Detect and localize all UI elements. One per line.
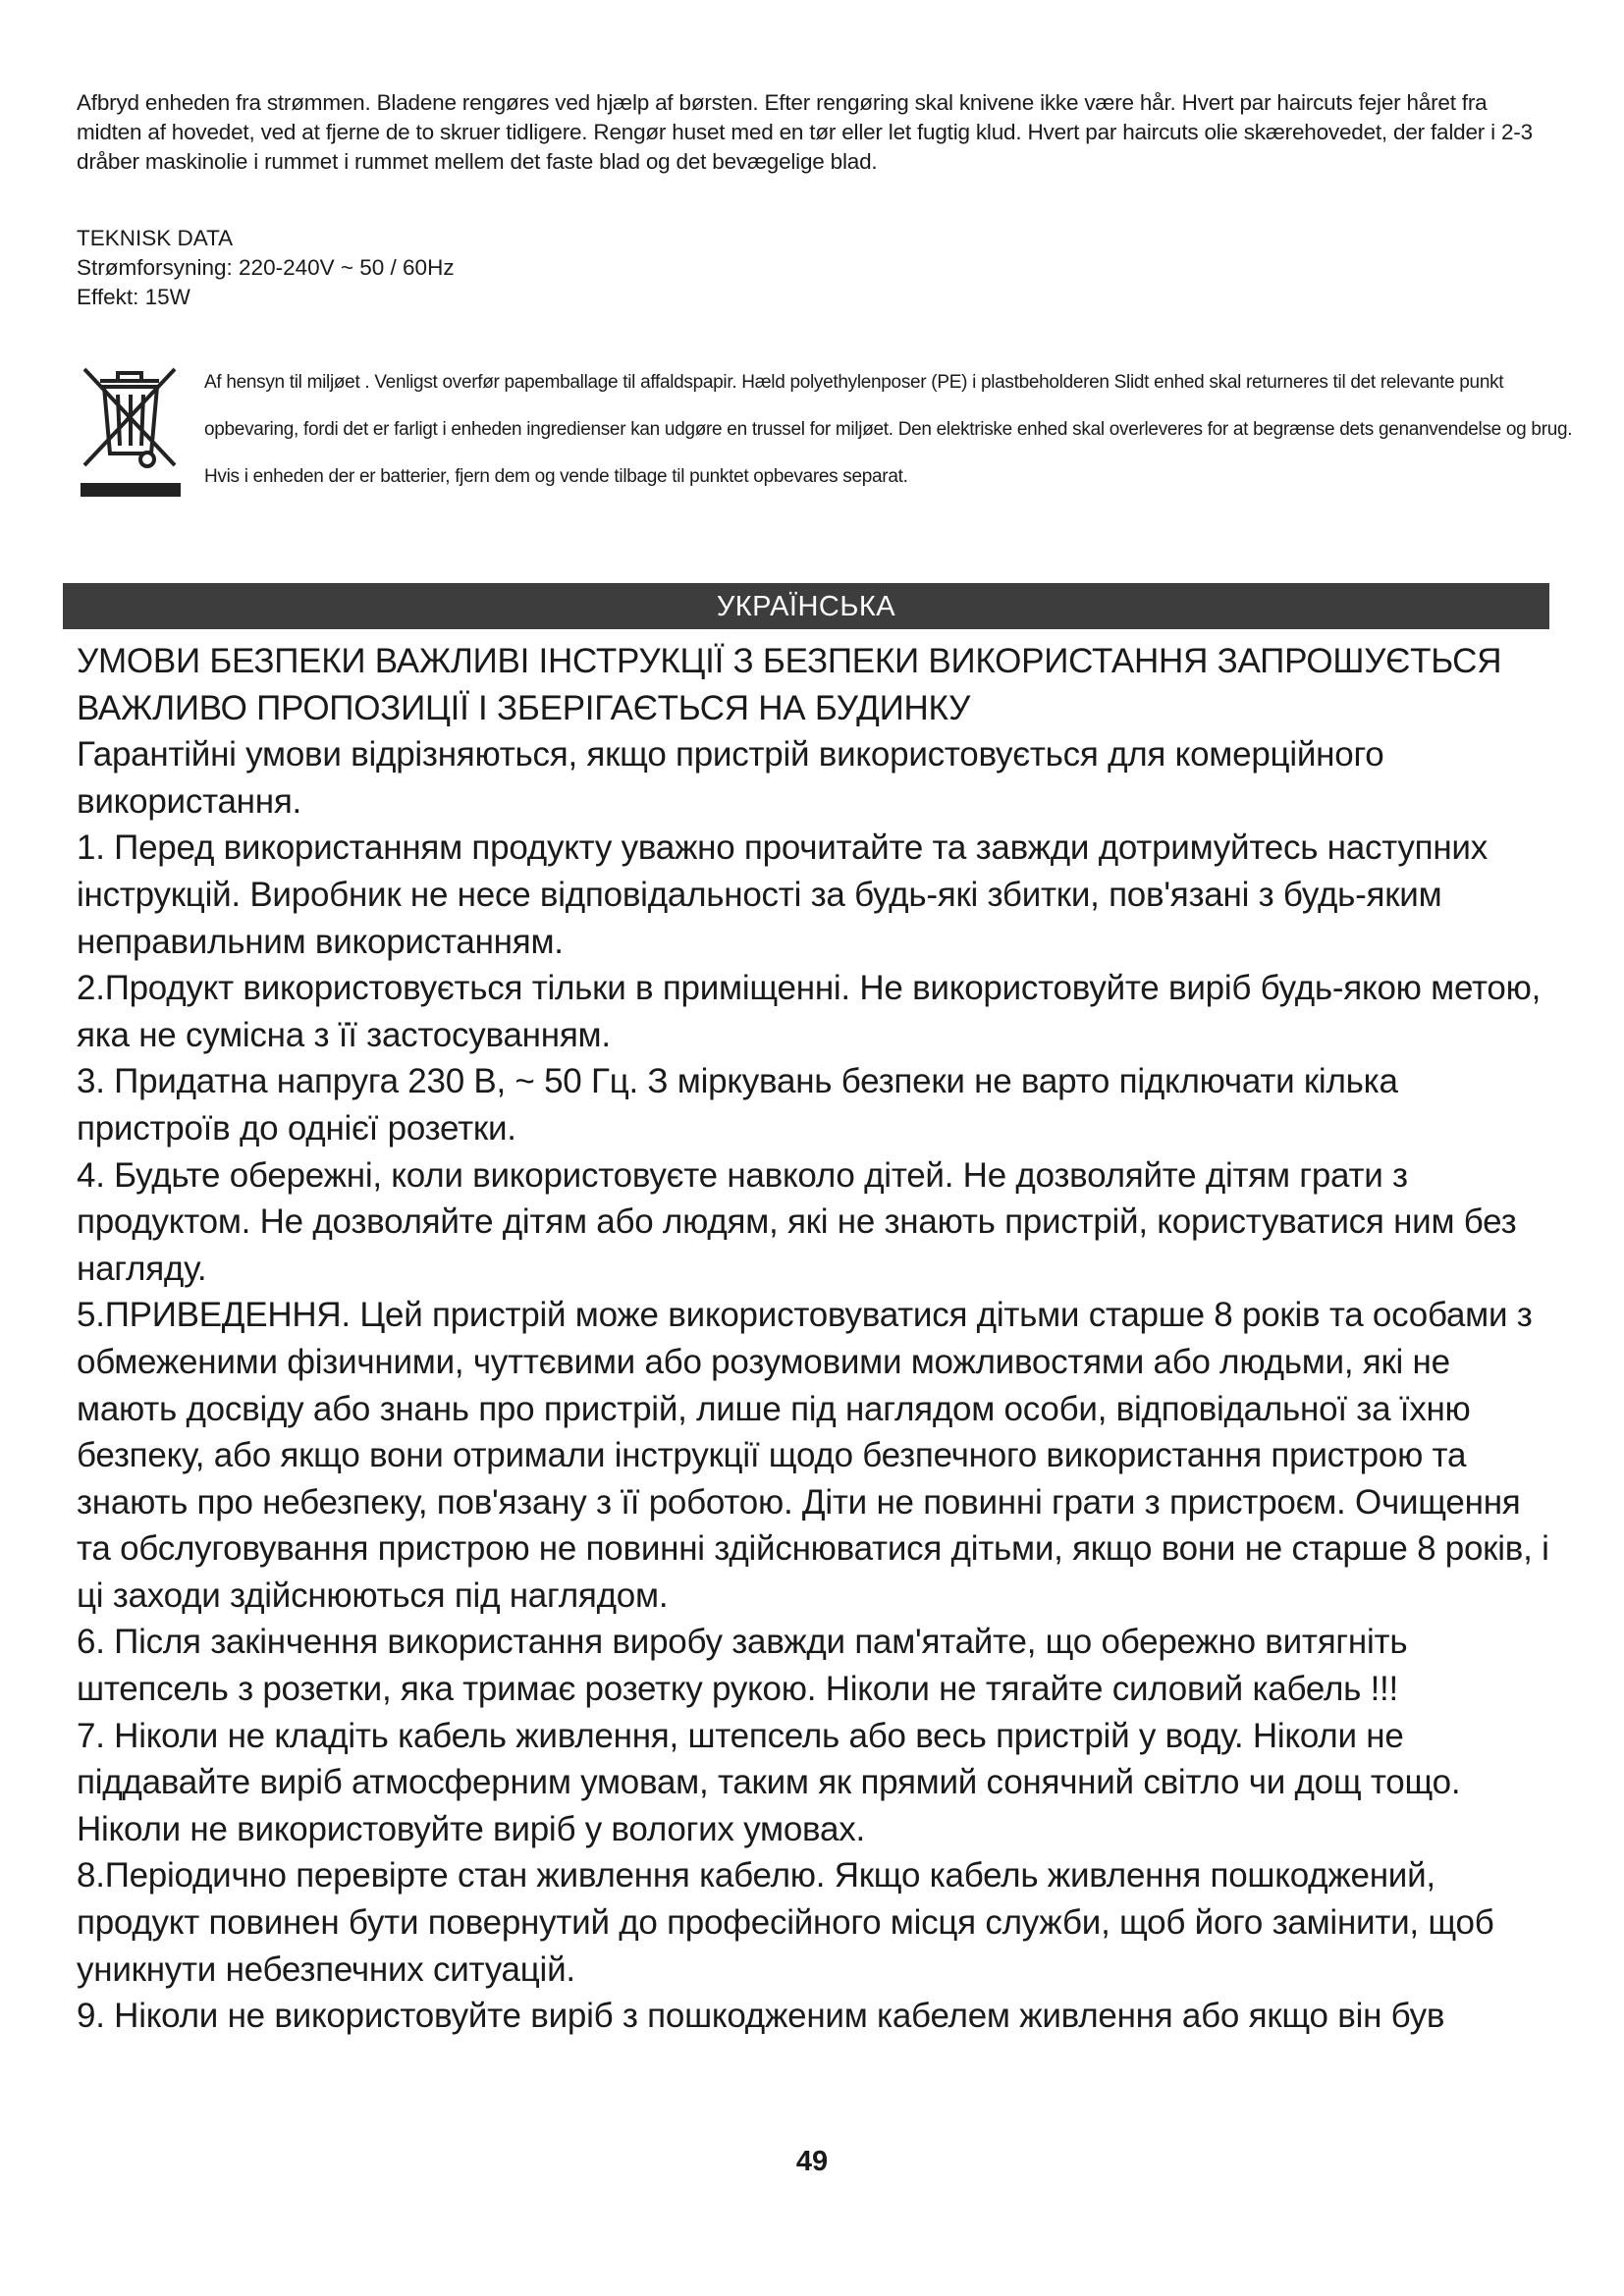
instruction-item: 8.Періодично перевірте стан живлення кабелю. Якщо кабель живлення пошкоджений, продукт повинен бути повернутий до професійного місця служби, щоб його замінити, щоб уникнути небезпечних ситуацій. — [77, 1856, 1494, 1989]
environment-text: Af hensyn til miljøet . Venligst overfør papemballage til affaldspapir. Hæld polyethylenposer (PE) i plastbeholderen Slidt enhed skal returneres til det relevante punkt opbevaring, fordi det er farligt i enheden ingredienser kan udgøre en trussel for miljøet. Den elektriske enhed skal overleveres for at begrænse dets genanvendelse og brug. Hvis i enheden der er batterier, fjern dem og vende tilbage til punktet opbevares separat. — [204, 372, 1573, 487]
cleaning-paragraph: Afbryd enheden fra strømmen. Bladene rengøres ved hjælp af børsten. Efter rengøring skal knivene ikke være hår. Hvert par haircuts fejer håret fra midten af hovedet, ved at fjerne de to skruer tidligere. Rengør huset med en tør eller let fugtig klud. Hvert par haircuts olie skærehovedet, der falder i 2-3 dråber maskinolie i rummet i rummet mellem det faste blad og det bevægelige blad. — [77, 90, 1533, 174]
environment-notice — [77, 359, 1573, 544]
instruction-item: 1. Перед використанням продукту уважно прочитайте та завжди дотримуйтесь наступних інструкцій. Виробник не несе відповідальності за будь-які збитки, пов'язані з будь-яким неправильним використанням. — [77, 828, 1488, 961]
instruction-item: 2.Продукт використовується тільки в приміщенні. Не використовуйте виріб будь-якою метою, яка не сумісна з її застосуванням. — [77, 969, 1542, 1054]
language-header-bar: УКРАЇНСЬКА — [63, 583, 1549, 629]
technical-data — [77, 224, 1549, 312]
power-supply-line: Strømforsyning: 220-240V ~ 50 / 60Hz — [77, 255, 455, 280]
effect-line: Effekt: 15W — [77, 285, 190, 309]
page-number: 49 — [795, 2146, 829, 2177]
instruction-item: 9. Ніколи не використовуйте виріб з пошкодженим кабелем живлення або якщо він був — [77, 1997, 1445, 2036]
instruction-item: 6. Після закінчення використання виробу завжди пам'ятайте, що обережно витягніть штепсель з розетки, яка тримає розетку рукою. Ніколи не тягайте силовий кабель !!! — [77, 1623, 1408, 1709]
safety-heading: УМОВИ БЕЗПЕКИ ВАЖЛИВІ ІНСТРУКЦІЇ З БЕЗПЕКИ ВИКОРИСТАННЯ ЗАПРОШУЄТЬСЯ ВАЖЛИВО ПРОПОЗИЦІЇ І ЗБЕРІГАЄТЬСЯ НА БУДИНКУ — [77, 642, 1502, 727]
instruction-item: 4. Будьте обережні, коли використовуєте навколо дітей. Не дозволяйте дітям грати з продуктом. Не дозволяйте дітям або людям, які не знають пристрій, користуватися ним без нагляду. — [77, 1155, 1517, 1288]
warranty-note: Гарантійні умови відрізняються, якщо пристрій використовується для комерційного використання. — [77, 735, 1384, 821]
instruction-item: 3. Придатна напруга 230 В, ~ 50 Гц. З міркувань безпеки не варто підключати кілька пристроїв до однієї розетки. — [77, 1062, 1398, 1148]
crossed-out-wheelie-bin-icon — [79, 363, 181, 499]
technical-data-title: TEKNISK DATA — [77, 226, 234, 250]
ukrainian-section — [77, 638, 1559, 2040]
instruction-item: 5.ПРИВЕДЕННЯ. Цей пристрій може використовуватися дітьми старше 8 років та особами з обмеженими фізичними, чуттєвими або розумовими можливостями або людьми, які не мають досвіду або знань про пристрій, лише під наглядом особи, відповідальної за їхню безпеку, або якщо вони отримали інструкції щодо безпечного використання пристрою та знають про небезпеку, пов'язану з її роботою. Діти не повинні грати з пристроєм. Очищення та обслуговування пристрою не повинні здійснюватися дітьми, якщо вони не старше 8 років, і ці заходи здійснюються під наглядом. — [77, 1296, 1549, 1615]
danish-section — [77, 88, 1573, 544]
instruction-item: 7. Ніколи не кладіть кабель живлення, штепсель або весь пристрій у воду. Ніколи не піддавайте виріб атмосферним умовам, таким як прямий сонячний світло чи дощ тощо. Ніколи не використовуйте виріб у вологих умовах. — [77, 1716, 1461, 1848]
